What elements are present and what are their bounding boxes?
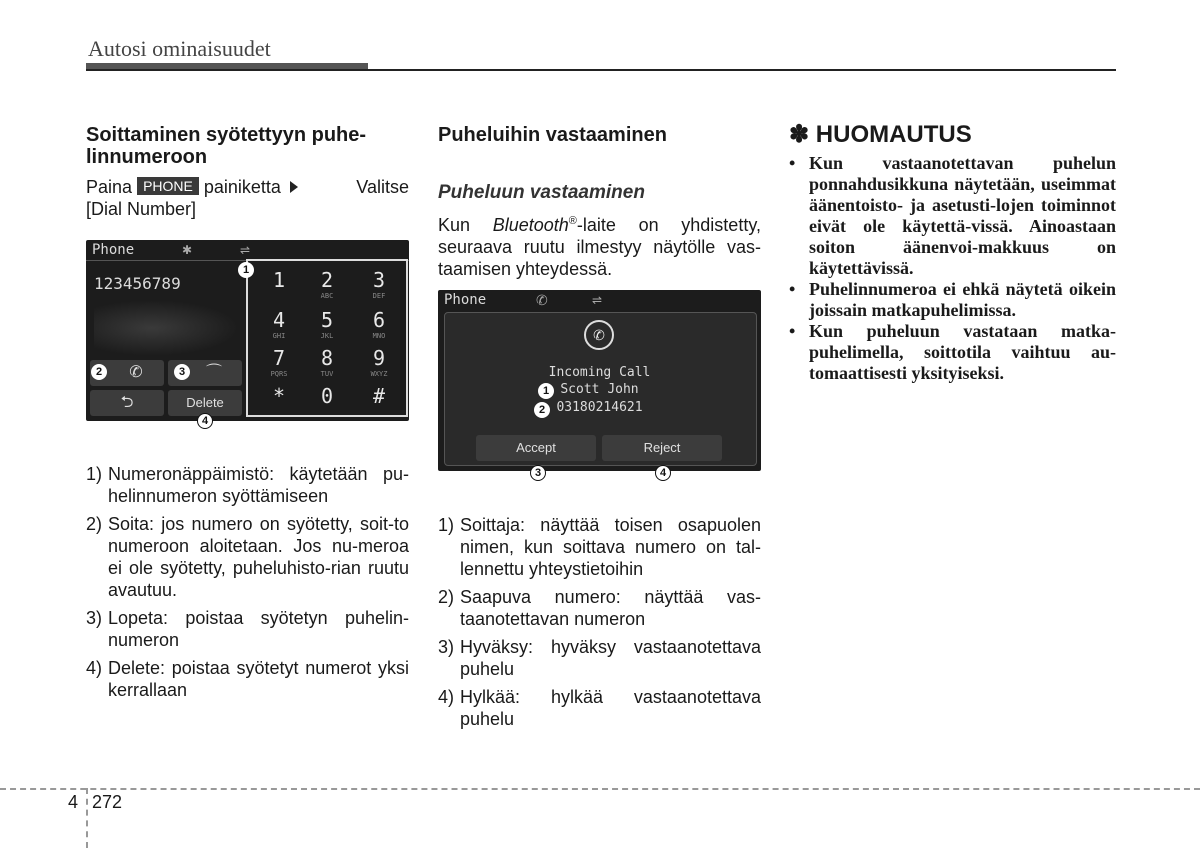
callout-1: 1: [238, 262, 254, 278]
intro-text: -laite on yhdistetty, seuraava ruutu ilmestyy näytölle vas-taamisen yhteydessä.: [438, 215, 761, 279]
key-9[interactable]: 9 WXYZ: [370, 346, 388, 378]
answer-items-list: [438, 514, 761, 736]
contact-image-placeholder: [94, 300, 239, 356]
callout-2: 2: [534, 402, 550, 418]
key-5[interactable]: 5 JKL: [320, 308, 334, 340]
phone-handset-icon: ✆: [129, 364, 143, 381]
callout-4: 4: [655, 465, 671, 481]
key-2[interactable]: 2 ABC: [320, 268, 334, 300]
callout-3: 3: [174, 364, 190, 380]
dial-screen: [86, 240, 409, 421]
intro-text: Kun: [438, 215, 471, 235]
key-3[interactable]: 3 DEF: [372, 268, 386, 300]
note-list: [789, 153, 1116, 384]
screen-title: Phone: [444, 292, 487, 308]
intro-text: [Dial Number]: [86, 199, 197, 219]
list-item: 1) Numeronäppäimistö: käytetään pu-helinnumeron syöttämiseen: [86, 464, 409, 506]
note-item: • Puhelinnumeroa ei ehkä näytetä oikein joissain matkapuhelimissa.: [789, 279, 1116, 320]
intro-text: Valitse: [356, 177, 409, 197]
note-box: [789, 120, 1116, 384]
section-heading: Puheluihin vastaaminen: [438, 124, 667, 146]
header-rule: [86, 69, 1116, 71]
incoming-call-label: Incoming Call: [548, 365, 651, 380]
intro-text: Paina: [86, 177, 133, 197]
subheading: Puheluun vastaaminen: [438, 182, 645, 203]
usb-icon: ⇌: [240, 243, 251, 257]
list-item: 4) Hylkää: hylkää vastaanotettava puhelu: [438, 687, 761, 729]
footer-rule: [0, 788, 1200, 790]
heading-line-1: Soittaminen syötettyyn puhe-: [86, 124, 367, 146]
reject-button[interactable]: Reject: [602, 435, 722, 461]
list-item: 3) Hyväksy: hyväksy vastaanotettava puhelu: [438, 637, 761, 679]
note-item: • Kun puheluun vastataan matka-puhelimella, soittotila vaihtuu au-tomaattisesti yksityiseksi.: [789, 321, 1116, 383]
intro-text: painiketta: [203, 177, 281, 197]
key-7[interactable]: 7 PQRS: [270, 346, 288, 378]
usb-icon: ⇌: [592, 293, 603, 307]
chapter-number: 4: [68, 792, 79, 812]
section-dial-number: [86, 124, 409, 220]
callout-3: 3: [530, 465, 546, 481]
list-item: 2) Soita: jos numero on syötetty, soit-to numeroon aloitetaan. Jos nu-meroa ei ole syötetty, puheluhisto-rian ruutu avautuu.: [86, 514, 409, 600]
key-1[interactable]: 1: [272, 268, 286, 292]
entered-number: 123456789: [94, 274, 181, 293]
heading-line-2: linnumeroon: [86, 146, 208, 168]
caller-number: 03180214621: [556, 400, 643, 415]
bluetooth-icon: ✱: [182, 243, 193, 257]
bluetooth-term: Bluetooth: [492, 215, 569, 235]
caller-name: Scott John: [560, 382, 639, 397]
section-heading: [86, 124, 409, 168]
screen-title: Phone: [92, 242, 135, 258]
accept-button[interactable]: Accept: [476, 435, 596, 461]
note-heading: ✽ HUOMAUTUS: [789, 121, 972, 148]
key-star[interactable]: *: [272, 384, 286, 408]
list-item: 1) Soittaja: näyttää toisen osapuolen nimen, kun soittava numero on tal-lennettu yhteystietoihin: [438, 515, 761, 579]
key-hash[interactable]: #: [372, 384, 386, 408]
list-item: 2) Saapuva numero: näyttää vas-taanotettavan numeron: [438, 587, 761, 629]
callout-2: 2: [91, 364, 107, 380]
incoming-call-icon: ✆: [584, 320, 614, 350]
list-item: 3) Lopeta: poistaa syötetyn puhelin-numeron: [86, 608, 409, 650]
callout-1: 1: [538, 383, 554, 399]
key-4[interactable]: 4 GHI: [272, 308, 286, 340]
delete-button[interactable]: Delete: [168, 390, 242, 416]
callout-4: 4: [197, 413, 213, 429]
phone-handset-icon: ✆: [536, 292, 548, 308]
list-item: 4) Delete: poistaa syötetyt numerot yksi kerrallaan: [86, 658, 409, 700]
intro-paragraph: [438, 210, 761, 280]
key-8[interactable]: 8 TUV: [320, 346, 334, 378]
registered-mark: ®: [568, 215, 577, 227]
back-arrow-icon: ⮌: [120, 394, 134, 411]
back-button[interactable]: [90, 390, 164, 416]
section-answer-calls: [438, 124, 761, 280]
footer-divider: [86, 788, 88, 848]
page-number: 272: [92, 792, 123, 812]
note-item: • Kun vastaanotettavan puhelun ponnahdusikkuna näytetään, useimmat äänentoisto- ja asetusti-lojen toiminnot eivät ole käytettä-vissä. Ainoastaan soiton äänenvoi-makkuus on käytettävissä.: [789, 153, 1116, 278]
running-header: Autosi ominaisuudet: [88, 36, 271, 61]
hang-up-icon: ⌒: [205, 364, 222, 381]
intro-paragraph: [86, 176, 409, 220]
incoming-call-screen: [438, 290, 761, 471]
phone-key-label: PHONE: [137, 177, 199, 195]
key-0[interactable]: 0: [320, 384, 334, 408]
key-6[interactable]: 6 MNO: [372, 308, 386, 340]
arrow-right-icon: [290, 181, 298, 193]
dial-items-list: [86, 463, 409, 707]
